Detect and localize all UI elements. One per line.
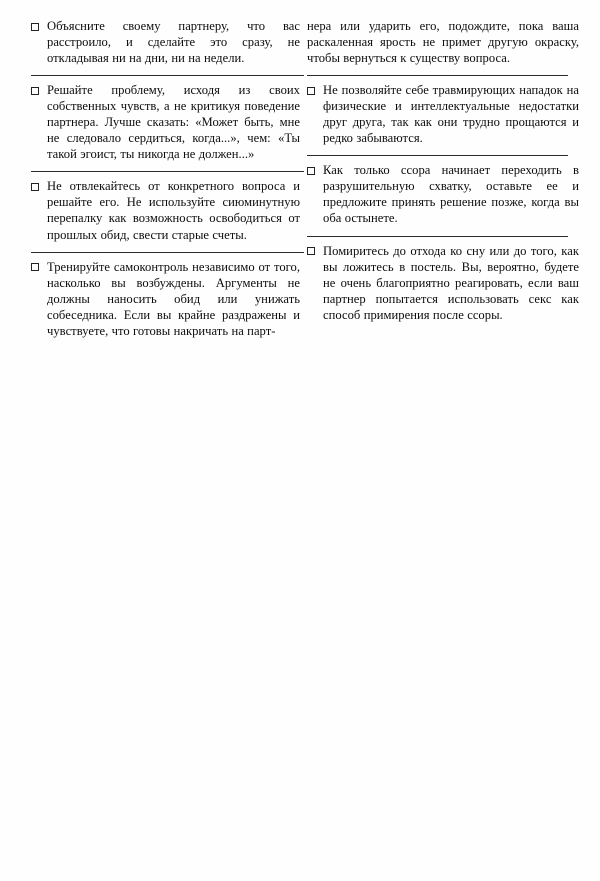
- list-item: [31, 75, 300, 162]
- checklist-entry: [307, 82, 579, 146]
- list-item: [31, 252, 300, 339]
- checklist-entry: [307, 243, 579, 323]
- checklist-entry: [31, 18, 300, 66]
- continued-paragraph-text: нера или ударить его, подождите, пока ваша раскаленная ярость не примет другую окраску, чтобы вернуться к существу вопроса.: [307, 19, 579, 66]
- checkbox-icon[interactable]: [31, 23, 39, 31]
- list-item-text: Не позволяйте себе травмирующих нападок на физические и интеллектуальные недостатки друг друга, так как они трудно прощаются и редко забываются.: [323, 83, 579, 146]
- section-divider: [31, 171, 304, 172]
- checklist-entry: [307, 162, 579, 226]
- checkbox-icon[interactable]: [307, 167, 315, 175]
- list-item: [307, 236, 579, 323]
- checklist-entry: [31, 178, 300, 242]
- continued-paragraph: [307, 18, 579, 66]
- list-item: [31, 171, 300, 242]
- checkbox-icon[interactable]: [31, 87, 39, 95]
- list-item-text: Объясните своему партнеру, что вас расстроило, и сделайте это сразу, не откладывая ни на дни, ни на недели.: [47, 19, 300, 66]
- list-item-text: Как только ссора начинает переходить в разрушительную схватку, оставьте ее и предложите принять решение позже, когда вы оба остынете.: [323, 163, 579, 226]
- list-item-continuation: [307, 18, 579, 66]
- section-divider: [31, 75, 304, 76]
- checkbox-icon[interactable]: [307, 87, 315, 95]
- left-column: [0, 18, 300, 348]
- section-divider: [307, 75, 568, 76]
- list-item-text: Помиритесь до отхода ко сну или до того, как вы ложитесь в постель. Вы, вероятно, будете не очень благоприятно реагировать, если ваш партнер попытается использовать секс как способ примирения после ссоры.: [323, 243, 579, 322]
- checkbox-icon[interactable]: [307, 247, 315, 255]
- list-item-text: Тренируйте самоконтроль независимо от того, насколько вы возбуждены. Аргументы не должны наносить обид или унижать собеседника. Если вы крайне раздражены и чувствуете, что готовы накричать на парт-: [47, 259, 300, 338]
- right-column: [300, 18, 600, 332]
- checkbox-icon[interactable]: [31, 263, 39, 271]
- checklist-entry: [31, 259, 300, 339]
- list-item-text: Решайте проблему, исходя из своих собственных чувств, а не критикуя поведение партнера. Лучше сказать: «Может быть, мне не следовало сердиться, когда...», чем: «Ты такой эгоист, ты никогда не должен...»: [47, 83, 300, 162]
- list-item-text: Не отвлекайтесь от конкретного вопроса и решайте его. Не используйте сиюминутную перепалку как возможность освободиться от прошлых обид, свести старые счеты.: [47, 179, 300, 242]
- two-column-layout: [0, 18, 600, 348]
- list-item: [31, 18, 300, 66]
- section-divider: [31, 252, 304, 253]
- checklist-entry: [31, 82, 300, 162]
- section-divider: [307, 155, 568, 156]
- list-item: [307, 155, 579, 226]
- section-divider: [307, 236, 568, 237]
- list-item: [307, 75, 579, 146]
- checkbox-icon[interactable]: [31, 183, 39, 191]
